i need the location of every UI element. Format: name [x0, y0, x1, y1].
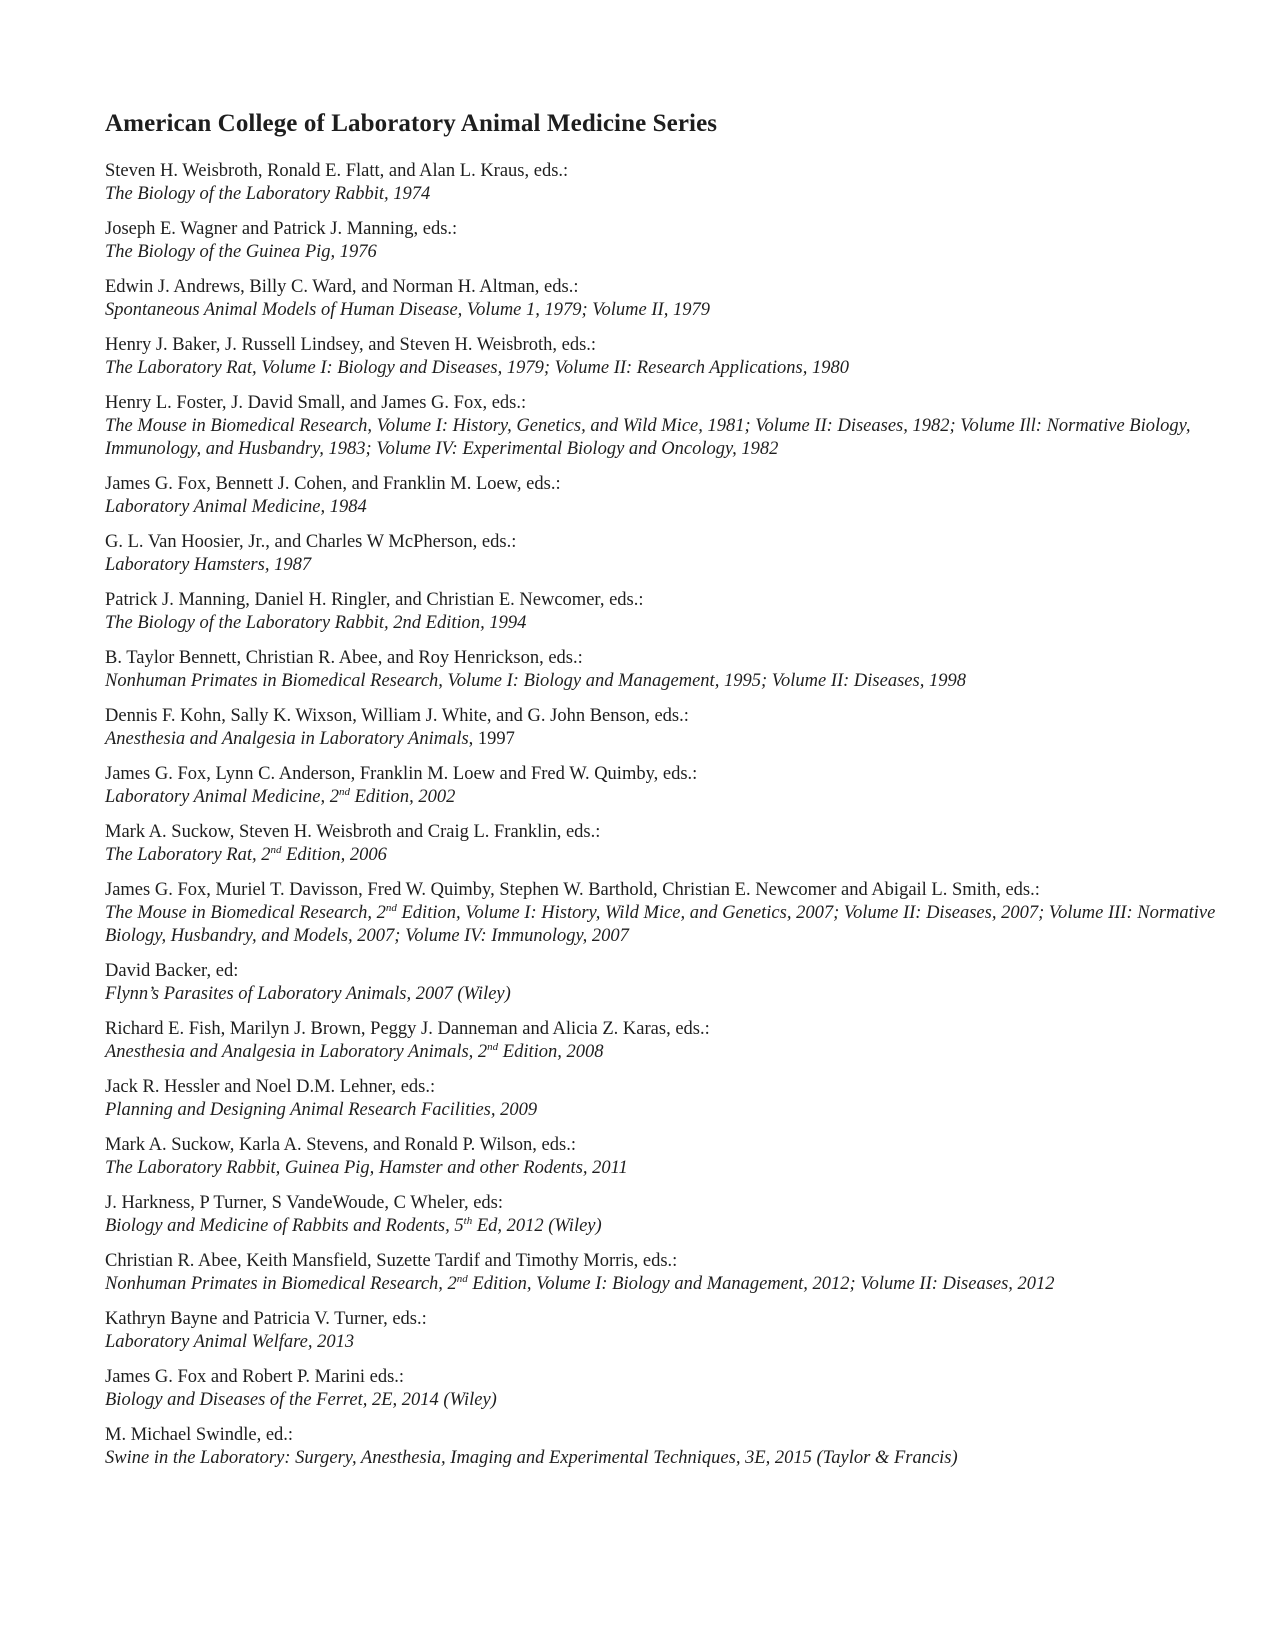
work-title-fragment: The Laboratory Rabbit, Guinea Pig, Hamster and other Rodents, 2011: [105, 1158, 628, 1178]
series-page: [105, 108, 1225, 1482]
entry-editors: Edwin J. Andrews, Billy C. Ward, and Norman H. Altman, eds.:: [105, 277, 579, 297]
series-entry: [105, 1424, 1225, 1470]
series-entry: [105, 334, 1225, 380]
series-entry: [105, 160, 1225, 206]
entry-work-title: [105, 983, 1225, 1006]
work-title-fragment: The Biology of the Guinea Pig, 1976: [105, 242, 377, 262]
entry-work-title: [105, 1389, 1225, 1412]
series-entry: [105, 1018, 1225, 1064]
entry-editors: G. L. Van Hoosier, Jr., and Charles W McPherson, eds.:: [105, 532, 517, 552]
ordinal-superscript: nd: [338, 785, 350, 798]
series-entry: [105, 1134, 1225, 1180]
entry-work-title: [105, 728, 1225, 751]
entry-work-title: [105, 1157, 1225, 1180]
work-title-fragment: The Laboratory Rat, Volume I: Biology and Diseases, 1979; Volume II: Research Applications, 1980: [105, 358, 850, 378]
entry-editors: James G. Fox, Bennett J. Cohen, and Franklin M. Loew, eds.:: [105, 474, 561, 494]
series-entry: [105, 276, 1225, 322]
work-title-fragment: Nonhuman Primates in Biomedical Research, Volume I: Biology and Management, 1995; Volume II: Diseases, 1998: [105, 671, 966, 691]
ordinal-superscript: nd: [385, 901, 397, 914]
entry-editors: James G. Fox, Lynn C. Anderson, Franklin M. Loew and Fred W. Quimby, eds.:: [105, 764, 698, 784]
series-entry: [105, 1192, 1225, 1238]
entry-work-title: [105, 183, 1225, 206]
entry-editors: M. Michael Swindle, ed.:: [105, 1425, 294, 1445]
entry-work-title: [105, 902, 1225, 948]
entry-work-title: [105, 612, 1225, 635]
work-title-fragment: , 1997: [468, 729, 515, 749]
work-title-fragment: Edition, 2006: [281, 845, 387, 865]
entry-editors: Patrick J. Manning, Daniel H. Ringler, and Christian E. Newcomer, eds.:: [105, 590, 644, 610]
entry-editors: B. Taylor Bennett, Christian R. Abee, and Roy Henrickson, eds.:: [105, 648, 583, 668]
entry-work-title: [105, 786, 1225, 809]
entry-editors: Henry L. Foster, J. David Small, and James G. Fox, eds.:: [105, 393, 527, 413]
entry-work-title: [105, 496, 1225, 519]
work-title-fragment: Biology and Diseases of the Ferret, 2E, 2014 (Wiley): [105, 1390, 497, 1410]
work-title-fragment: Laboratory Animal Welfare, 2013: [105, 1332, 355, 1352]
entry-work-title: [105, 670, 1225, 693]
entry-editors: Richard E. Fish, Marilyn J. Brown, Peggy J. Danneman and Alicia Z. Karas, eds.:: [105, 1019, 710, 1039]
entry-editors: Mark A. Suckow, Karla A. Stevens, and Ronald P. Wilson, eds.:: [105, 1135, 576, 1155]
work-title-fragment: Flynn’s Parasites of Laboratory Animals, 2007 (Wiley): [105, 984, 511, 1004]
entry-editors: James G. Fox and Robert P. Marini eds.:: [105, 1367, 405, 1387]
entry-work-title: [105, 1099, 1225, 1122]
entry-work-title: [105, 1273, 1225, 1296]
entry-editors: Joseph E. Wagner and Patrick J. Manning, eds.:: [105, 219, 458, 239]
series-title: American College of Laboratory Animal Medicine Series: [105, 110, 718, 137]
entry-editors: Dennis F. Kohn, Sally K. Wixson, William J. White, and G. John Benson, eds.:: [105, 706, 689, 726]
series-entry: [105, 705, 1225, 751]
entry-work-title: [105, 1447, 1225, 1470]
ordinal-superscript: nd: [456, 1272, 468, 1285]
series-entry: [105, 1250, 1225, 1296]
work-title-fragment: Edition, 2002: [349, 787, 456, 807]
work-title-fragment: Biology and Medicine of Rabbits and Rodents, 5: [105, 1216, 464, 1236]
series-entry: [105, 647, 1225, 693]
series-entry: [105, 473, 1225, 519]
ordinal-superscript: nd: [270, 843, 282, 856]
entry-work-title: [105, 554, 1225, 577]
work-title-fragment: Anesthesia and Analgesia in Laboratory Animals, 2: [105, 1042, 488, 1062]
entry-work-title: [105, 1041, 1225, 1064]
series-entry: [105, 1076, 1225, 1122]
work-title-fragment: Anesthesia and Analgesia in Laboratory Animals: [105, 729, 469, 749]
ordinal-superscript: th: [463, 1214, 473, 1227]
series-entry: [105, 821, 1225, 867]
entry-work-title: [105, 357, 1225, 380]
entry-editors: James G. Fox, Muriel T. Davisson, Fred W. Quimby, Stephen W. Barthold, Christian E. Newcomer and Abigail L. Smith, eds.:: [105, 880, 1040, 900]
series-entry: [105, 1366, 1225, 1412]
series-entry: [105, 879, 1225, 948]
series-entry: [105, 589, 1225, 635]
work-title-fragment: Laboratory Animal Medicine, 2: [105, 787, 339, 807]
work-title-fragment: Planning and Designing Animal Research Facilities, 2009: [105, 1100, 538, 1120]
entry-editors: David Backer, ed:: [105, 961, 239, 981]
entry-editors: J. Harkness, P Turner, S VandeWoude, C Wheler, eds:: [105, 1193, 504, 1213]
work-title-fragment: Laboratory Animal Medicine, 1984: [105, 497, 367, 517]
entry-editors: Henry J. Baker, J. Russell Lindsey, and Steven H. Weisbroth, eds.:: [105, 335, 597, 355]
entry-work-title: [105, 1215, 1225, 1238]
series-entry: [105, 531, 1225, 577]
series-entry: [105, 218, 1225, 264]
work-title-fragment: Edition, Volume I: Biology and Management, 2012; Volume II: Diseases, 2012: [467, 1274, 1055, 1294]
entry-work-title: [105, 844, 1225, 867]
series-entry: [105, 1308, 1225, 1354]
entry-work-title: [105, 241, 1225, 264]
work-title-fragment: Ed, 2012 (Wiley): [472, 1216, 602, 1236]
series-entry: [105, 392, 1225, 461]
work-title-fragment: Edition, Volume I: History, Wild Mice, and Genetics, 2007; Volume II: Diseases, 2007; Volume III: Normative Biology, Husbandry, and Models, 2007; Volume IV: Immunology, 2007: [105, 903, 1216, 946]
entry-editors: Mark A. Suckow, Steven H. Weisbroth and Craig L. Franklin, eds.:: [105, 822, 601, 842]
ordinal-superscript: nd: [487, 1040, 499, 1053]
work-title-fragment: Swine in the Laboratory: Surgery, Anesthesia, Imaging and Experimental Techniques, 3E, 2015 (Taylor & Francis): [105, 1448, 958, 1468]
work-title-fragment: Edition, 2008: [498, 1042, 604, 1062]
entry-editors: Kathryn Bayne and Patricia V. Turner, eds.:: [105, 1309, 427, 1329]
work-title-fragment: The Biology of the Laboratory Rabbit, 2nd Edition, 1994: [105, 613, 527, 633]
entry-work-title: [105, 299, 1225, 322]
work-title-fragment: The Biology of the Laboratory Rabbit, 1974: [105, 184, 431, 204]
work-title-fragment: The Mouse in Biomedical Research, 2: [105, 903, 386, 923]
entry-editors: Christian R. Abee, Keith Mansfield, Suzette Tardif and Timothy Morris, eds.:: [105, 1251, 678, 1271]
work-title-fragment: The Mouse in Biomedical Research, Volume I: History, Genetics, and Wild Mice, 1981; Volume II: Diseases, 1982; Volume Ill: Normative Biology, Immunology, and Husbandry, 1983; Volume IV: Experimental Biology and Oncology, 1982: [105, 416, 1191, 459]
entry-editors: Jack R. Hessler and Noel D.M. Lehner, eds.:: [105, 1077, 436, 1097]
series-entry-list: [105, 160, 1225, 1470]
work-title-fragment: Laboratory Hamsters, 1987: [105, 555, 312, 575]
series-entry: [105, 763, 1225, 809]
work-title-fragment: Spontaneous Animal Models of Human Disease, Volume 1, 1979; Volume II, 1979: [105, 300, 710, 320]
entry-work-title: [105, 1331, 1225, 1354]
series-entry: [105, 960, 1225, 1006]
work-title-fragment: The Laboratory Rat, 2: [105, 845, 271, 865]
entry-work-title: [105, 415, 1225, 461]
work-title-fragment: Nonhuman Primates in Biomedical Research, 2: [105, 1274, 457, 1294]
entry-editors: Steven H. Weisbroth, Ronald E. Flatt, and Alan L. Kraus, eds.:: [105, 161, 569, 181]
